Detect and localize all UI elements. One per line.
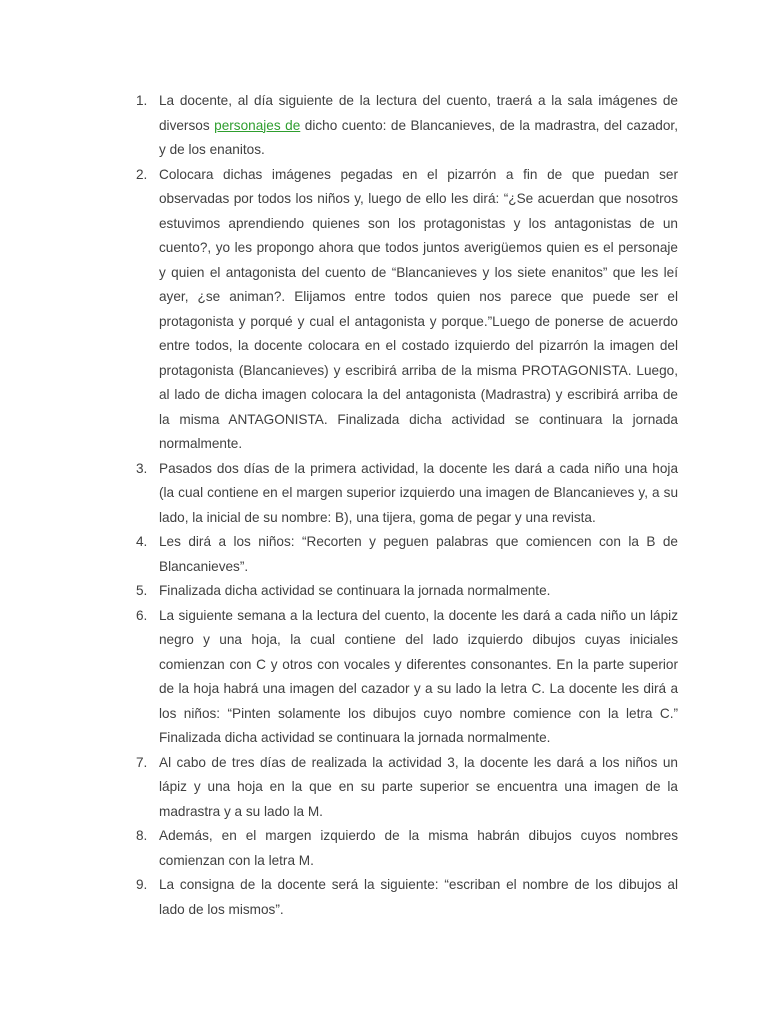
list-item-5 bbox=[132, 579, 678, 604]
list-item-1 bbox=[132, 89, 678, 163]
list-number: 9. bbox=[136, 877, 148, 892]
list-number: 5. bbox=[136, 583, 148, 598]
item-text: La docente, al día siguiente de la lectura del cuento, traerá a la sala imágenes de diversos bbox=[159, 93, 678, 133]
list-item-3 bbox=[132, 457, 678, 531]
list-number: 4. bbox=[136, 534, 148, 549]
item-text: Les dirá a los niños: “Recorten y peguen palabras que comiencen con la B de Blancanieves”. bbox=[159, 534, 678, 574]
list-item-4 bbox=[132, 530, 678, 579]
list-number: 8. bbox=[136, 828, 148, 843]
list-number: 3. bbox=[136, 460, 148, 476]
list-item-6 bbox=[132, 604, 678, 751]
item-text: La siguiente semana a la lectura del cuento, la docente les dará a cada niño un lápiz negro y una hoja, la cual contiene del lado izquierdo dibujos cuyas iniciales comienzan con C y otros con vocales y diferentes consonantes. En la parte superior de la hoja habrá una imagen del cazador y a su lado la letra C. La docente les dirá a los niños: “Pinten solamente los dibujos cuyo nombre comience con la letra C.” Finalizada dicha actividad se continuara la jornada normalmente. bbox=[159, 607, 678, 745]
list-number: 7. bbox=[136, 754, 148, 770]
list-number: 2. bbox=[136, 166, 148, 182]
list-number: 6. bbox=[136, 607, 148, 623]
item-text: Colocara dichas imágenes pegadas en el pizarrón a fin de que puedan ser observadas por todos los niños y, luego de ello les dirá: “¿Se acuerdan que nosotros estuvimos aprendiendo quienes son los protagonistas y los antagonistas de un cuento?, yo les propongo ahora que todos juntos averigüemos quien es el personaje y quien el antagonista del cuento de “Blancanieves y los siete enanitos” que les leí ayer, ¿se animan?. Elijamos entre todos quien nos parece que puede ser el protagonista y porqué y cual el antagonista y porque.”Luego de ponerse de acuerdo entre todos, la docente colocara en el costado izquierdo del pizarrón la imagen del protagonista (Blancanieves) y escribirá arriba de la misma PROTAGONISTA. Luego, al lado de dicha imagen colocara la del antagonista (Madrastra) y escribirá arriba de la misma ANTAGONISTA. Finalizada dicha actividad se continuara la jornada normalmente. bbox=[159, 166, 678, 451]
personajes-link[interactable]: personajes de bbox=[214, 117, 301, 133]
item-text: Además, en el margen izquierdo de la misma habrán dibujos cuyos nombres comienzan con la letra M. bbox=[159, 828, 678, 868]
item-text: Finalizada dicha actividad se continuara la jornada normalmente. bbox=[159, 583, 551, 598]
list-item-2 bbox=[132, 163, 678, 457]
list-item-8 bbox=[132, 824, 678, 873]
item-text: dicho cuento: de Blancanieves, de la madrastra, del cazador, y de los enanitos. bbox=[159, 117, 678, 157]
list-item-7 bbox=[132, 751, 678, 825]
list-number: 1. bbox=[136, 93, 148, 108]
list-item-9 bbox=[132, 873, 678, 922]
item-text: La consigna de la docente será la siguiente: “escriban el nombre de los dibujos al lado de los mismos”. bbox=[159, 877, 678, 917]
item-text: Al cabo de tres días de realizada la actividad 3, la docente les dará a los niños un lápiz y una hoja en la que en su parte superior se encuentra una imagen de la madrastra y a su lado la M. bbox=[159, 754, 678, 819]
item-text: Pasados dos días de la primera actividad, la docente les dará a cada niño una hoja (la cual contiene en el margen superior izquierdo una imagen de Blancanieves y, a su lado, la inicial de su nombre: B), una tijera, goma de pegar y una revista. bbox=[159, 460, 678, 525]
activity-list bbox=[132, 89, 678, 922]
